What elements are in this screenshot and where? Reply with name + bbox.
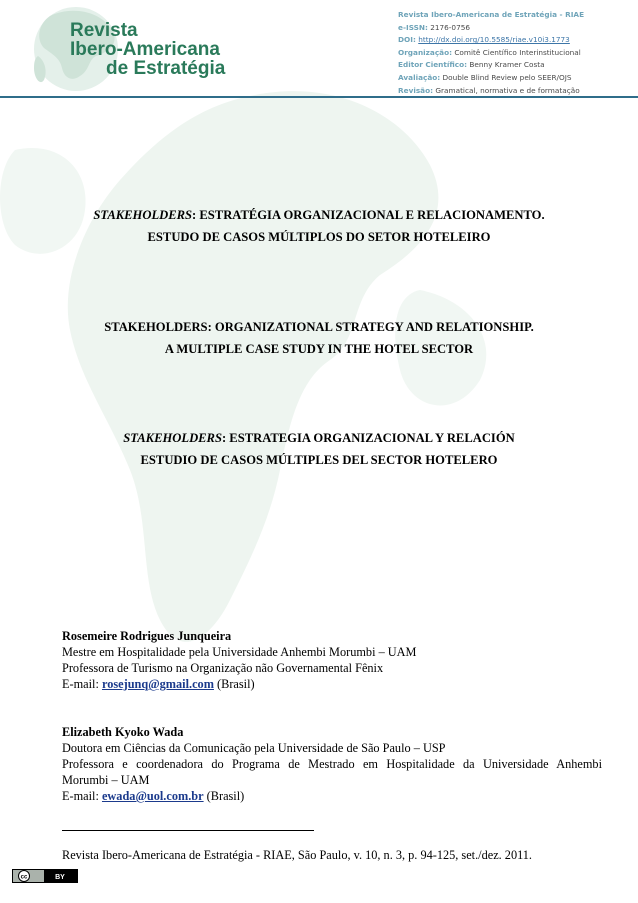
editor-label: Editor Científico: — [398, 60, 468, 70]
logo-line-2: Ibero-Americana — [70, 39, 220, 60]
logo-line-3: de Estratégia — [106, 58, 226, 79]
author-2-email-line — [62, 788, 602, 804]
title-english — [0, 316, 638, 360]
author-1-name: Rosemeire Rodrigues Junqueira — [62, 629, 232, 643]
title-en-line2: A MULTIPLE CASE STUDY IN THE HOTEL SECTOR — [164, 342, 474, 356]
author-2-email-label: E-mail: — [62, 789, 99, 803]
doi-label: DOI: — [398, 35, 416, 45]
author-1-email-label: E-mail: — [62, 677, 99, 691]
author-2-affiliation: Professora e coordenadora do Programa de Mestrado em Hospitalidade da Universidade Anhembi — [62, 757, 602, 771]
title-pt-lead: STAKEHOLDERS — [93, 208, 193, 222]
author-2-affiliation-cont: Morumbi – UAM — [62, 773, 150, 787]
cc-by-license-badge[interactable] — [12, 869, 78, 883]
review-value: Double Blind Review pelo SEER/OJS — [442, 72, 572, 82]
author-1-email-link[interactable]: rosejunq@gmail.com — [101, 677, 214, 691]
cc-label: cc — [20, 874, 28, 881]
title-en-line1: STAKEHOLDERS: ORGANIZATIONAL STRATEGY AND RELATIONSHIP. — [104, 320, 534, 334]
author-1-email-line — [62, 676, 602, 692]
title-es-lead: STAKEHOLDERS — [123, 431, 222, 445]
revision-value: Gramatical, normativa e de formatação — [435, 85, 580, 95]
editor-value: Benny Kramer Costa — [469, 60, 545, 70]
org-value: Comitê Científico Interinstitucional — [454, 47, 581, 57]
doi-link[interactable]: http://dx.doi.org/10.5585/riae.v10i3.1773 — [418, 35, 570, 45]
header-metadata — [398, 9, 584, 97]
author-2-email-link[interactable]: ewada@uol.com.br — [101, 789, 204, 803]
review-label: Avaliação: — [398, 72, 441, 82]
footer-citation: Revista Ibero-Americana de Estratégia - RIAE, São Paulo, v. 10, n. 3, p. 94-125, set./dez. 2011. — [62, 848, 533, 862]
title-spanish — [0, 427, 638, 471]
author-1-country: (Brasil) — [217, 677, 255, 691]
footnote-divider — [62, 830, 314, 831]
title-es-line2: ESTUDIO DE CASOS MÚLTIPLES DEL SECTOR HOTELERO — [140, 453, 498, 467]
author-2-degree: Doutora em Ciências da Comunicação pela Universidade de São Paulo – USP — [62, 741, 446, 755]
org-label: Organização: — [398, 47, 452, 57]
author-2-country: (Brasil) — [206, 789, 245, 803]
journal-logo-text — [70, 21, 225, 78]
author-2-name: Elizabeth Kyoko Wada — [62, 725, 184, 739]
issn-value: 2176-0756 — [430, 22, 471, 32]
author-block — [62, 628, 602, 804]
author-1-affiliation: Professora de Turismo na Organização não Governamental Fênix — [62, 661, 384, 675]
logo-line-1: Revista — [70, 20, 138, 41]
revision-label: Revisão: — [398, 85, 434, 95]
title-es-line1: : ESTRATEGIA ORGANIZACIONAL Y RELACIÓN — [221, 431, 515, 445]
title-pt-line2: ESTUDO DE CASOS MÚLTIPLOS DO SETOR HOTELEIRO — [147, 230, 491, 244]
by-label: BY — [55, 874, 65, 881]
author-1-degree: Mestre em Hospitalidade pela Universidade Anhembi Morumbi – UAM — [62, 645, 417, 659]
journal-title: Revista Ibero-Americana de Estratégia - RIAE — [398, 10, 585, 19]
header-divider — [0, 96, 638, 98]
issn-label: e-ISSN: — [398, 22, 428, 32]
title-pt-line1: : ESTRATÉGIA ORGANIZACIONAL E RELACIONAMENTO. — [192, 208, 545, 222]
title-portuguese — [0, 204, 638, 248]
